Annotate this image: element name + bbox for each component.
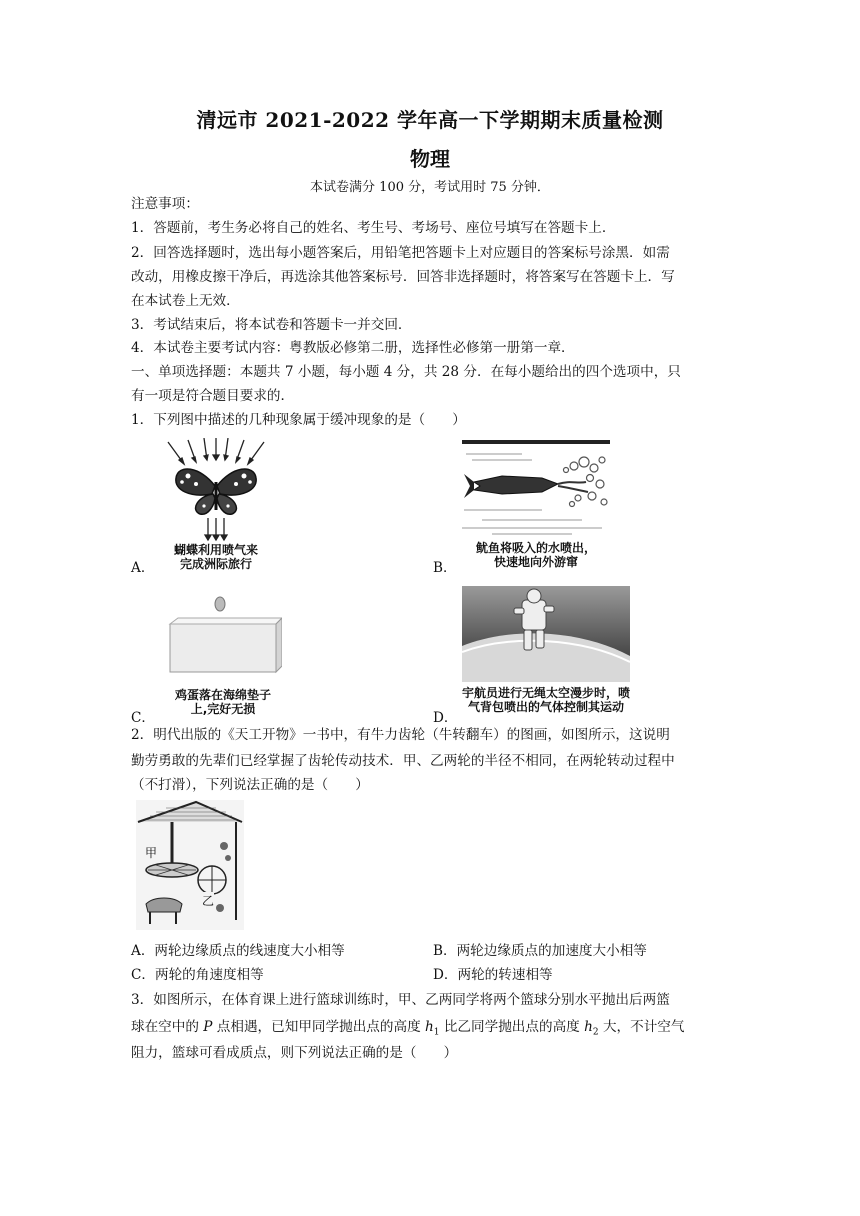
q1-option-d-label[interactable]: D．	[433, 710, 458, 726]
note-2-line-2: 改动，用橡皮擦干净后，再选涂其他答案标号．回答非选择题时，将答案写在答题卡上．写	[131, 269, 675, 285]
q2-option-c[interactable]: C．两轮的角速度相等	[131, 967, 264, 983]
q1-option-c-label[interactable]: C．	[131, 710, 155, 726]
q3-text-2: 点相遇，已知甲同学抛出点的高度	[216, 1019, 421, 1035]
q1-figure-d	[462, 586, 630, 716]
q1-a-caption-line-2: 完成洲际旅行	[179, 557, 252, 571]
ox-gear-illustration	[136, 800, 244, 930]
q2-option-d[interactable]: D．两轮的转速相等	[433, 967, 553, 983]
squid-illustration	[462, 440, 610, 540]
q1-figure-b	[462, 440, 610, 573]
q3-stem-line-3: 阻力，篮球可看成质点，则下列说法正确的是（ ）	[131, 1045, 458, 1061]
q1-d-caption-line-2: 气背包喷出的气体控制其运动	[467, 700, 624, 714]
q3-stem-line-1: 3．如图所示，在体育课上进行篮球训练时，甲、乙两同学将两个篮球分别水平抛出后两篮	[131, 992, 670, 1008]
q2-option-a[interactable]: A．两轮边缘质点的线速度大小相等	[131, 943, 345, 959]
q1-c-caption-line-2: 上,完好无损	[190, 702, 256, 716]
note-4: 4．本试卷主要考试内容：粤教版必修第二册，选择性必修第一册第一章．	[131, 340, 575, 356]
egg-sponge-illustration	[164, 594, 282, 684]
q1-option-a-label[interactable]: A．	[131, 560, 155, 576]
q1-figure-a	[160, 438, 272, 573]
butterfly-illustration	[160, 438, 272, 543]
notes-heading: 注意事项：	[131, 196, 199, 212]
q1-c-caption-line-1: 鸡蛋落在海绵垫子	[174, 688, 271, 702]
note-3: 3．考试结束后，将本试卷和答题卡一并交回．	[131, 317, 412, 333]
page-title: 清远市 2021-2022 学年高一下学期期末质量检测	[196, 108, 664, 132]
astronaut-illustration	[462, 586, 630, 682]
subject-title: 物理	[410, 147, 450, 171]
q2-option-b[interactable]: B．两轮边缘质点的加速度大小相等	[433, 943, 647, 959]
q1-stem: 1．下列图中描述的几种现象属于缓冲现象的是（ ）	[131, 412, 466, 428]
label-yi: 乙	[202, 894, 215, 908]
q3-text-4: 大，不计空气	[602, 1019, 685, 1035]
exam-info: 本试卷满分 100 分，考试用时 75 分钟．	[310, 180, 550, 195]
q1-b-caption-line-1: 鱿鱼将吸入的水喷出，	[475, 541, 596, 555]
note-2-line-1: 2．回答选择题时，选出每小题答案后，用铅笔把答题卡上对应题目的答案标号涂黑．如需	[131, 245, 670, 261]
q2-stem-line-1: 2．明代出版的《天工开物》一书中，有牛力齿轮（牛转翻车）的图画，如图所示，这说明	[131, 727, 670, 743]
q1-a-caption-line-1: 蝴蝶利用喷气来	[173, 543, 258, 557]
note-2-line-3: 在本试卷上无效．	[131, 293, 240, 309]
note-1: 1．答题前，考生务必将自己的姓名、考生号、考场号、座位号填写在答题卡上．	[131, 220, 616, 236]
q1-figure-c	[164, 594, 282, 716]
q2-figure-gear-drawing	[136, 800, 244, 930]
point-p: P	[203, 1019, 213, 1035]
section-1-line-2: 有一项是符合题目要求的．	[131, 388, 295, 404]
h2-var: $h_2$	[584, 1019, 599, 1038]
q1-d-caption-line-1: 宇航员进行无绳太空漫步时，喷	[461, 686, 630, 700]
q1-option-b-label[interactable]: B．	[433, 560, 457, 576]
q2-stem-line-2: 勤劳勇敢的先辈们已经掌握了齿轮传动技术．甲、乙两轮的半径不相同，在两轮转动过程中	[131, 753, 675, 769]
q2-stem-line-3: （不打滑），下列说法正确的是（ ）	[131, 777, 369, 793]
section-1-line-1: 一、单项选择题：本题共 7 小题，每小题 4 分，共 28 分．在每小题给出的四个选项中，只	[131, 364, 681, 380]
h1-var: $h_1$	[425, 1019, 440, 1038]
q3-text-3: 比乙同学抛出点的高度	[443, 1019, 580, 1035]
label-jia: 甲	[145, 846, 158, 860]
q1-b-caption-line-2: 快速地向外游窜	[493, 555, 578, 569]
q3-text-1: 球在空中的	[131, 1019, 199, 1035]
